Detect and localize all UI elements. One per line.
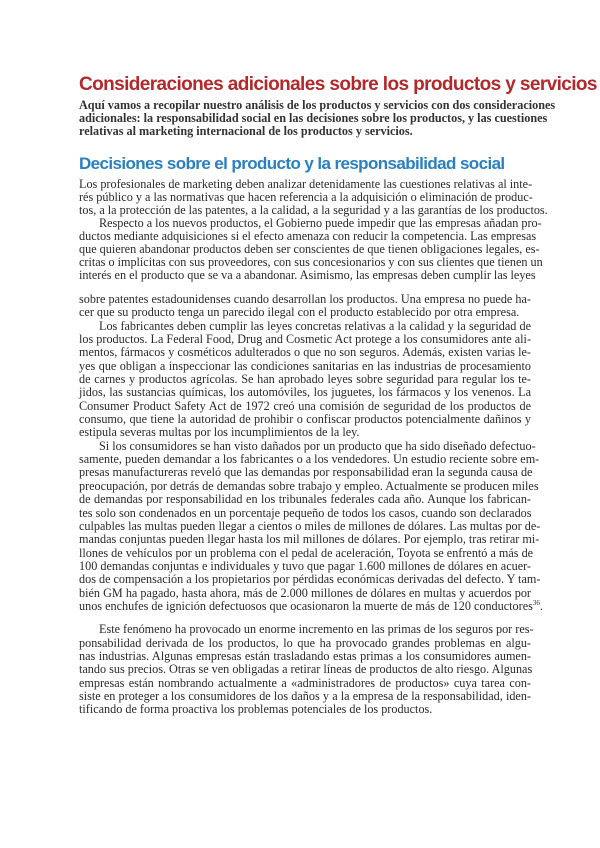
footnote-reference[interactable]: 36 [532, 598, 540, 607]
text-line: siste en proteger a los consumidores de los daños y a la empresa de la responsabilidad, iden- [79, 688, 531, 703]
text-line: 100 demandas conjuntas e individuales y tuvo que pagar 1.600 millones de dólares en acuer- [79, 558, 531, 573]
text-line: tificando de forma proactiva los problemas potenciales de los productos. [79, 702, 433, 717]
text-line: ductos mediante adquisiciones si el efecto amenaza con reducir la competencia. Las empresas [79, 229, 537, 243]
subsection-heading: Decisiones sobre el producto y la responsabilidad social [79, 154, 505, 173]
text-line: sobre patentes estadounidenses cuando desarrollan los productos. Una empresa no puede ha- [79, 292, 531, 306]
text-line: presas manufactureras reveló que las demandas por responsabilidad eran la segunda causa de [79, 465, 533, 480]
text-line: Este fenómeno ha provocado un enorme incremento en las primas de los seguros por res- [99, 622, 534, 637]
text-line: estipula severas multas por los incumplimientos de la ley. [79, 425, 360, 440]
text-line: cer que su producto tenga un parecido ilegal con el producto establecido por otra empresa. [79, 305, 520, 320]
body-block-2 [79, 292, 543, 717]
text-line: samente, pueden demandar a los fabricantes o a los vendedores. Un estudio reciente sobre em- [79, 452, 540, 467]
text-line: Respecto a los nuevos productos, el Gobierno puede impedir que las empresas añadan pro- [99, 216, 542, 230]
text-line: los productos. La Federal Food, Drug and Cosmetic Act protege a los consumidores ante ali- [79, 332, 531, 347]
text-line: critas o implícitas con sus proveedores, con sus concesionarios y con sus clientes que tienen un [79, 255, 543, 269]
text-run: unos enchufes de ignición defectuosos que ocasionaron la muerte de más de 120 conductores [79, 598, 533, 613]
text-line: tos, a la protección de las patentes, a la calidad, a la seguridad y a las garantías de los productos. [79, 203, 548, 217]
text-line: yes que obligan a inspeccionar las condiciones sanitarias en las industrias de procesamiento [79, 358, 531, 373]
text-line: Los profesionales de marketing deben analizar detenidamente las cuestiones relativas al inte- [79, 177, 533, 191]
text-line: Si los consumidores se han visto dañados por un producto que ha sido diseñado defectuo- [99, 438, 536, 453]
text-line: ponsabilidad derivada de los productos, lo que ha provocado grandes problemas en algu- [79, 635, 531, 650]
text-line: de carnes y productos agrícolas. Se han aprobado leyes sobre seguridad para regular los te- [79, 372, 531, 387]
text-line: llones de vehículos por un problema con el pedal de aceleración, Toyota se enfrentó a más de [79, 545, 534, 560]
text-line: consumo, que tiene la autoridad de prohibir o confiscar productos potencialmente dañinos y [79, 412, 531, 427]
section-title: Consideraciones adicionales sobre los productos y servicios [79, 74, 597, 95]
text-line: Consumer Product Safety Act de 1972 creó una comisión de seguridad de los productos de [79, 398, 531, 413]
text-line: empresas están nombrando actualmente a «administradores de productos» cuya tarea con- [79, 675, 531, 690]
text-line: Los fabricantes deben cumplir las leyes concretas relativas a la calidad y la seguridad de [99, 318, 531, 333]
text-line: de demandas por responsabilidad en los tribunales federales cada año. Aunque los fabrican- [79, 492, 531, 507]
text-run: . [539, 598, 543, 613]
text-line: relativas al marketing internacional de los productos y servicios. [79, 124, 413, 138]
text-line: tando sus precios. Otras se ven obligadas a retirar líneas de productos de alto riesgo. Algunas [79, 662, 533, 677]
text-line: preocupación, por detrás de demandas sobre trabajo y empleo. Actualmente se producen miles [79, 478, 539, 493]
text-line: Aquí vamos a recopilar nuestro análisis de los productos y servicios con dos consideraciones [79, 98, 556, 112]
text-line: tes solo son condenados en un porcentaje pequeño de todos los casos, cuando son declarados [79, 505, 532, 520]
text-line: que quieren abandonar productos deben ser conscientes de que tienen obligaciones legales, es- [79, 242, 540, 256]
text-line: nas industrias. Algunas empresas están trasladando estas primas a los consumidores aumen- [79, 648, 531, 663]
text-line [79, 598, 543, 613]
text-line: bién GM ha pagado, hasta ahora, más de 2.000 millones de dólares en multas y acuerdos por [79, 585, 531, 600]
text-line: rés público y a las normativas que hacen referencia a la adquisición o eliminación de produc- [79, 190, 533, 204]
text-line: adicionales: la responsabilidad social en las decisiones sobre los productos, y las cuestiones [79, 111, 548, 125]
text-line: mandas conjuntas pueden llegar hasta los mil millones de dólares. Por ejemplo, tras retirar mi- [79, 532, 540, 547]
text-line: dos de compensación a los propietarios por pérdidas económicas derivadas del defecto. Y tam- [79, 572, 541, 587]
text-line: jidos, las sustancias químicas, los automóviles, los juguetes, los fármacos y los venenos. La [79, 385, 531, 400]
text-line: mentos, fármacos y cosméticos adulterados o que no son seguros. Además, existen varias le- [79, 345, 531, 360]
intro-paragraph [79, 98, 556, 138]
text-line: interés en el producto que se va a abandonar. Asimismo, las empresas deben cumplir las leyes [79, 268, 536, 282]
body-block-1 [79, 177, 548, 282]
text-line: culpables las multas pueden llegar a cientos o miles de millones de dólares. Las multas por de- [79, 518, 541, 533]
